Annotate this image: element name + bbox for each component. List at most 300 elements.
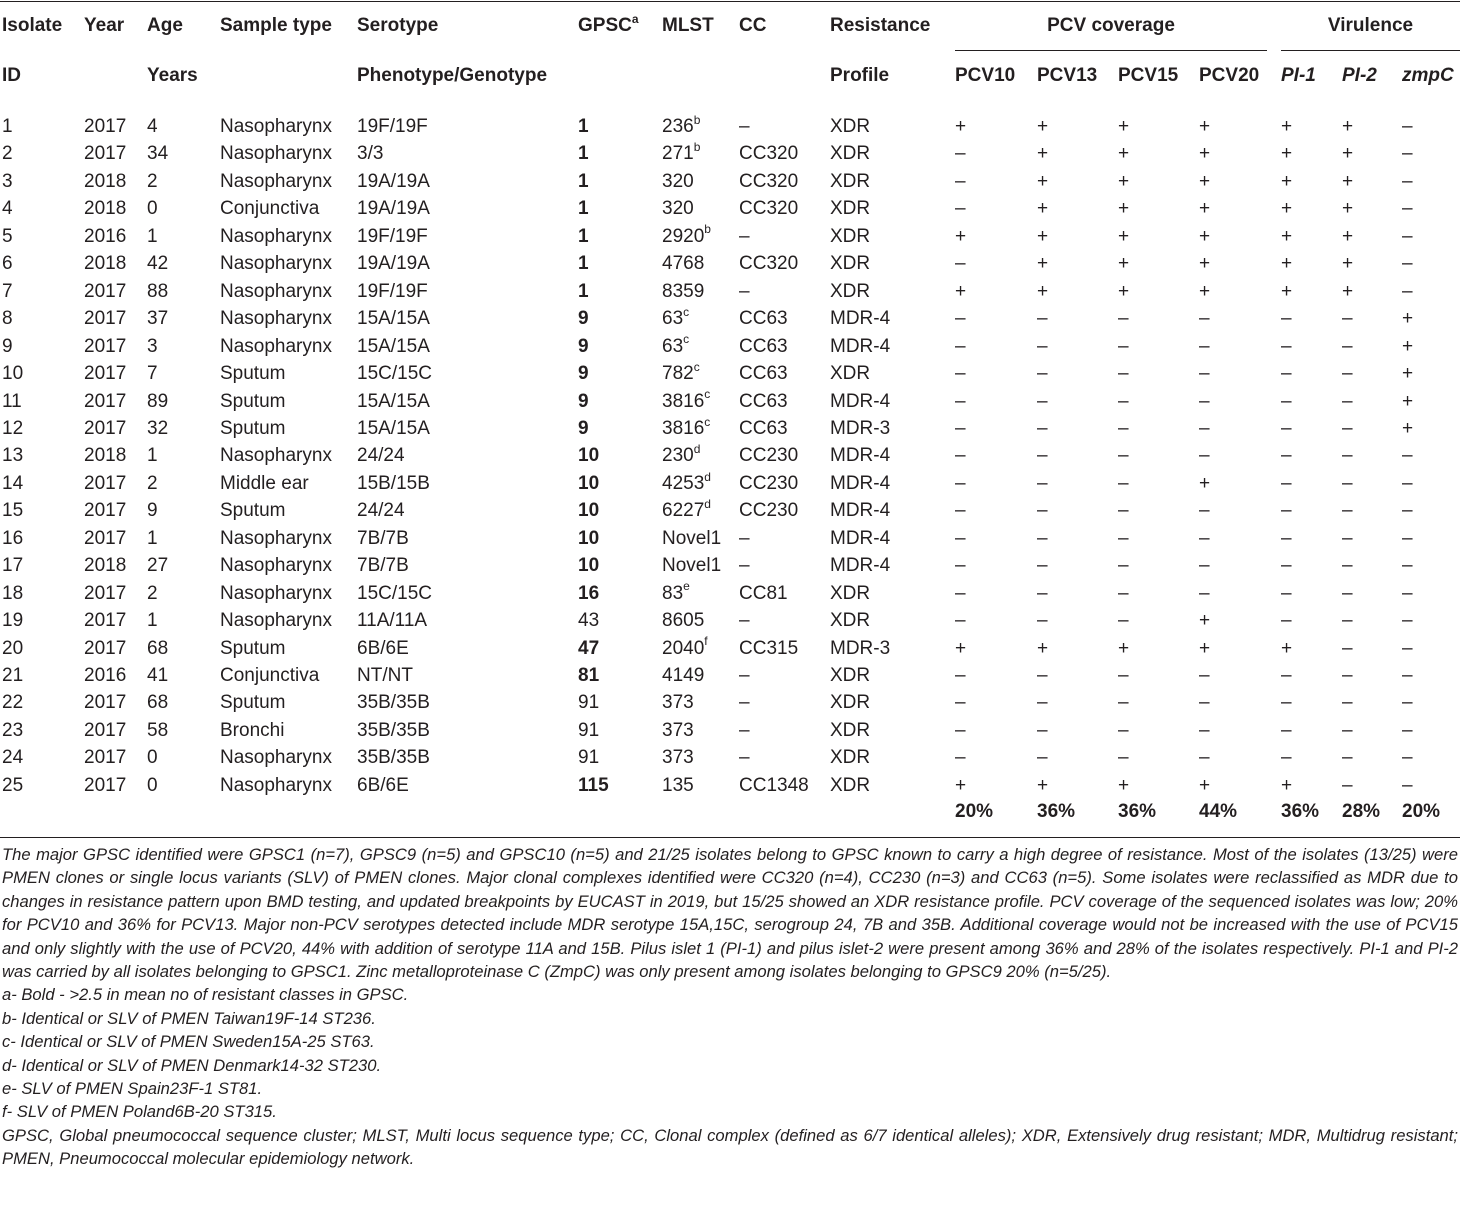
cell-pcv15: – xyxy=(1118,719,1129,741)
cell-resistance: XDR xyxy=(830,363,871,385)
cell-isolate-id: 8 xyxy=(2,308,13,330)
header-sample-type: Sample type xyxy=(220,15,332,36)
cell-pi1: + xyxy=(1281,280,1293,302)
cell-pcv20: + xyxy=(1199,637,1211,659)
cell-pcv13: – xyxy=(1037,692,1048,714)
cell-cc: CC1348 xyxy=(739,774,809,796)
mlst-value: 83 xyxy=(662,582,684,604)
total-pi1: 36% xyxy=(1281,801,1320,822)
cell-pcv10: + xyxy=(955,116,967,137)
cell-serotype: 15A/15A xyxy=(357,417,430,439)
cell-resistance: XDR xyxy=(830,198,871,220)
cell-pcv20: – xyxy=(1199,445,1210,467)
cell-mlst: Novel1 xyxy=(662,527,722,549)
cell-pcv13: – xyxy=(1037,555,1048,577)
cell-pi2: – xyxy=(1342,500,1353,522)
cell-isolate-id: 9 xyxy=(2,335,13,357)
cell-zmpc: – xyxy=(1402,637,1413,659)
cell-pi2: + xyxy=(1342,253,1354,275)
cell-age: 34 xyxy=(147,143,169,165)
cell-pcv10: – xyxy=(955,665,966,686)
cell-pcv10: – xyxy=(955,555,966,577)
cell-sample-type: Conjunctiva xyxy=(220,198,320,220)
cell-isolate-id: 6 xyxy=(2,253,13,275)
cell-zmpc: – xyxy=(1402,280,1413,302)
cell-pcv15: + xyxy=(1118,637,1130,659)
cell-pcv15: + xyxy=(1118,280,1130,302)
header-serotype: Serotype xyxy=(357,15,439,36)
cell-pcv20: – xyxy=(1199,308,1210,330)
cell-zmpc: – xyxy=(1402,445,1413,467)
cell-sample-type: Nasopharynx xyxy=(220,582,332,604)
cell-pcv13: – xyxy=(1037,363,1048,385)
cell-gpsc: 91 xyxy=(578,747,600,769)
cell-pcv13: + xyxy=(1037,225,1049,247)
cell-sample-type: Nasopharynx xyxy=(220,335,332,357)
cell-pcv15: + xyxy=(1118,116,1130,137)
cell-pi2: – xyxy=(1342,445,1353,467)
header-pcv20: PCV20 xyxy=(1199,65,1260,86)
footnote-b: b- Identical or SLV of PMEN Taiwan19F-14 ST236. xyxy=(2,1008,376,1028)
cell-year: 2017 xyxy=(84,500,127,522)
cell-zmpc: – xyxy=(1402,500,1413,522)
cell-zmpc: – xyxy=(1402,610,1413,632)
cell-cc: CC320 xyxy=(739,198,799,220)
cell-isolate-id: 13 xyxy=(2,445,24,467)
cell-pcv20: – xyxy=(1199,719,1210,741)
cell-age: 2 xyxy=(147,170,158,192)
cell-serotype: 24/24 xyxy=(357,500,405,522)
cell-year: 2018 xyxy=(84,555,127,577)
cell-serotype: 19F/19F xyxy=(357,225,428,247)
cell-serotype: 35B/35B xyxy=(357,719,430,741)
cell-mlst: 8605 xyxy=(662,610,705,632)
cell-pi1: – xyxy=(1281,417,1292,439)
cell-zmpc: + xyxy=(1402,335,1414,357)
cell-year: 2017 xyxy=(84,308,127,330)
notes-summary: The major GPSC identified were GPSC1 (n=7), GPSC9 (n=5) and GPSC10 (n=5) and 21/25 isolates belong to GPSC known to carry a high degree of resistance. Most of the isolates (13/25) were PMEN clones or single locus variants (SLV) of PMEN clones. Major clonal complexes identified were CC320 (n=4), CC230 (n=3) and CC63 (n=5). Some isolates were reclassified as MDR due to changes in resistance pattern upon BMD testing, and updated breakpoints by EUCAST in 2019, but 15/25 showed an XDR resistance profile. PCV coverage of the sequenced isolates was low; 20% for PCV10 and 36% for PCV13. Major non-PCV serotypes detected include MDR serotype 15A,15C, serogroup 24, 7B and 35B. Additional coverage would not be increased with the use of PCV15 and only slightly with the use of PCV20, 44% with addition of serotype 11A and 15B. Pilus islet 1 (PI-1) and pilus islet-2 were present among 36% and 28% of the isolates respectively. PI-1 and PI-2 was carried by all isolates belonging to GPSC1. Zinc metalloproteinase C (ZmpC) was only present among isolates belonging to GPSC9 20% (n=5/25). xyxy=(2,845,1458,982)
cell-cc: – xyxy=(739,692,750,714)
cell-mlst: 373 xyxy=(662,692,694,714)
cell-cc: – xyxy=(739,280,750,302)
cell-gpsc: 16 xyxy=(578,582,600,604)
mlst-footnote-mark: f xyxy=(704,634,708,649)
header-zmpc: zmpC xyxy=(1402,65,1454,86)
cell-isolate-id: 3 xyxy=(2,170,13,192)
cell-resistance: XDR xyxy=(830,774,871,796)
cell-pcv10: + xyxy=(955,637,967,659)
cell-pcv10: + xyxy=(955,774,967,796)
cell-sample-type: Sputum xyxy=(220,500,286,522)
cell-pcv10: – xyxy=(955,390,966,412)
cell-age: 7 xyxy=(147,363,158,385)
mlst-footnote-mark: b xyxy=(693,112,701,127)
cell-mlst: 135 xyxy=(662,774,694,796)
cell-pcv20: – xyxy=(1199,747,1210,769)
mlst-value: 3816 xyxy=(662,417,705,439)
mlst-footnote-mark: c xyxy=(693,359,700,374)
cell-resistance: XDR xyxy=(830,582,871,604)
cell-gpsc: 9 xyxy=(578,308,589,330)
cell-gpsc: 115 xyxy=(578,774,609,796)
cell-zmpc: + xyxy=(1402,390,1414,412)
cell-serotype: 35B/35B xyxy=(357,747,430,769)
cell-isolate-id: 25 xyxy=(2,774,24,796)
cell-cc: CC320 xyxy=(739,253,799,275)
cell-sample-type: Nasopharynx xyxy=(220,253,332,275)
cell-year: 2017 xyxy=(84,719,127,741)
cell-zmpc: + xyxy=(1402,363,1414,385)
cell-sample-type: Nasopharynx xyxy=(220,143,332,165)
cell-pi1: – xyxy=(1281,665,1292,686)
cell-gpsc: 10 xyxy=(578,500,600,522)
cell-zmpc: – xyxy=(1402,472,1413,494)
virulence-group-rule xyxy=(1281,50,1460,51)
cell-cc: CC63 xyxy=(739,335,788,357)
cell-age: 88 xyxy=(147,280,169,302)
cell-resistance: MDR-4 xyxy=(830,390,891,412)
cell-pcv15: – xyxy=(1118,472,1129,494)
pcv-coverage-group-rule xyxy=(955,50,1267,51)
cell-resistance: XDR xyxy=(830,747,871,769)
cell-mlst xyxy=(662,579,690,605)
mlst-value: 782 xyxy=(662,363,694,385)
cell-pcv20: – xyxy=(1199,665,1210,686)
cell-mlst xyxy=(662,359,700,385)
footnote-a: a- Bold - >2.5 in mean no of resistant classes in GPSC. xyxy=(2,985,409,1005)
header-gpsc xyxy=(578,11,639,38)
footnote-d: d- Identical or SLV of PMEN Denmark14-32 ST230. xyxy=(2,1055,382,1075)
cell-serotype: 15C/15C xyxy=(357,363,432,385)
cell-pcv20: – xyxy=(1199,582,1210,604)
mlst-value: 2040 xyxy=(662,637,705,659)
cell-mlst xyxy=(662,634,708,660)
cell-year: 2017 xyxy=(84,116,127,137)
cell-year: 2017 xyxy=(84,774,127,796)
cell-year: 2017 xyxy=(84,280,127,302)
cell-year: 2017 xyxy=(84,472,127,494)
cell-pcv13: + xyxy=(1037,253,1049,275)
cell-sample-type: Sputum xyxy=(220,390,286,412)
cell-pcv13: – xyxy=(1037,665,1048,686)
header-age-years: Years xyxy=(147,65,198,86)
cell-resistance: XDR xyxy=(830,692,871,714)
cell-pcv20: – xyxy=(1199,555,1210,577)
cell-pcv10: – xyxy=(955,445,966,467)
cell-pcv13: + xyxy=(1037,637,1049,659)
cell-pi1: – xyxy=(1281,747,1292,769)
cell-pi1: – xyxy=(1281,390,1292,412)
cell-pcv15: + xyxy=(1118,225,1130,247)
cell-pcv15: – xyxy=(1118,445,1129,467)
cell-pcv20: – xyxy=(1199,500,1210,522)
cell-isolate-id: 7 xyxy=(2,280,13,302)
cell-pcv10: – xyxy=(955,747,966,769)
cell-isolate-id: 17 xyxy=(2,555,24,577)
cell-pcv15: + xyxy=(1118,774,1130,796)
cell-age: 68 xyxy=(147,637,169,659)
cell-resistance: XDR xyxy=(830,610,871,632)
cell-cc: CC320 xyxy=(739,170,799,192)
cell-pi1: – xyxy=(1281,527,1292,549)
cell-pi2: – xyxy=(1342,774,1353,796)
cell-mlst xyxy=(662,414,711,440)
cell-pcv10: – xyxy=(955,363,966,385)
cell-serotype: 19A/19A xyxy=(357,170,430,192)
cell-pi2: + xyxy=(1342,170,1354,192)
cell-resistance: MDR-4 xyxy=(830,335,891,357)
cell-isolate-id: 19 xyxy=(2,610,24,632)
cell-serotype: 24/24 xyxy=(357,445,405,467)
cell-year: 2018 xyxy=(84,445,127,467)
cell-mlst xyxy=(662,222,711,248)
cell-pcv20: + xyxy=(1199,143,1211,165)
cell-mlst xyxy=(662,469,711,495)
cell-resistance: MDR-4 xyxy=(830,555,891,577)
cell-sample-type: Nasopharynx xyxy=(220,774,332,796)
cell-pi2: – xyxy=(1342,665,1353,686)
cell-pcv13: – xyxy=(1037,472,1048,494)
cell-isolate-id: 2 xyxy=(2,143,13,165)
cell-serotype: 7B/7B xyxy=(357,555,409,577)
header-resistance-profile: Profile xyxy=(830,65,890,86)
cell-pcv13: – xyxy=(1037,747,1048,769)
cell-pcv10: – xyxy=(955,472,966,494)
cell-pcv10: – xyxy=(955,692,966,714)
cell-isolate-id: 18 xyxy=(2,582,24,604)
cell-pcv15: – xyxy=(1118,308,1129,330)
cell-pi1: + xyxy=(1281,143,1293,165)
cell-pcv10: – xyxy=(955,335,966,357)
cell-isolate-id: 23 xyxy=(2,719,24,741)
cell-year: 2017 xyxy=(84,747,127,769)
table-top-rule xyxy=(0,1,1460,2)
cell-cc: CC320 xyxy=(739,143,799,165)
cell-zmpc: – xyxy=(1402,527,1413,549)
cell-age: 89 xyxy=(147,390,169,412)
cell-pcv10: – xyxy=(955,527,966,549)
cell-pi2: – xyxy=(1342,719,1353,741)
table-bottom-rule xyxy=(0,837,1460,838)
cell-isolate-id: 1 xyxy=(2,116,13,137)
cell-isolate-id: 12 xyxy=(2,417,24,439)
header-cc: CC xyxy=(739,15,767,36)
cell-pi2: + xyxy=(1342,143,1354,165)
cell-pcv20: – xyxy=(1199,692,1210,714)
cell-cc: – xyxy=(739,116,750,137)
cell-pi1: – xyxy=(1281,719,1292,741)
cell-isolate-id: 5 xyxy=(2,225,13,247)
cell-gpsc: 9 xyxy=(578,335,589,357)
cell-sample-type: Nasopharynx xyxy=(220,610,332,632)
mlst-value: 3816 xyxy=(662,390,705,412)
cell-cc: – xyxy=(739,555,750,577)
header-pi1: PI-1 xyxy=(1281,65,1316,86)
cell-serotype: 15A/15A xyxy=(357,308,430,330)
cell-age: 3 xyxy=(147,335,158,357)
cell-cc: – xyxy=(739,527,750,549)
cell-year: 2017 xyxy=(84,417,127,439)
cell-zmpc: + xyxy=(1402,417,1414,439)
cell-gpsc: 47 xyxy=(578,637,600,659)
cell-resistance: MDR-3 xyxy=(830,637,891,659)
header-pcv13: PCV13 xyxy=(1037,65,1098,86)
header-virulence: Virulence xyxy=(1327,15,1414,36)
cell-serotype: NT/NT xyxy=(357,665,413,686)
cell-zmpc: – xyxy=(1402,116,1413,137)
cell-pcv10: – xyxy=(955,143,966,165)
cell-year: 2018 xyxy=(84,198,127,220)
mlst-value: 236 xyxy=(662,116,694,137)
cell-pcv15: – xyxy=(1118,747,1129,769)
cell-age: 0 xyxy=(147,198,158,220)
cell-serotype: 6B/6E xyxy=(357,774,409,796)
cell-age: 4 xyxy=(147,116,158,137)
cell-pi2: – xyxy=(1342,692,1353,714)
mlst-footnote-mark: b xyxy=(693,140,701,155)
cell-pi2: – xyxy=(1342,472,1353,494)
cell-pcv13: – xyxy=(1037,610,1048,632)
cell-cc: CC230 xyxy=(739,472,799,494)
cell-cc: – xyxy=(739,747,750,769)
cell-sample-type: Nasopharynx xyxy=(220,308,332,330)
cell-year: 2016 xyxy=(84,665,127,686)
cell-pi1: – xyxy=(1281,555,1292,577)
header-pcv15: PCV15 xyxy=(1118,65,1179,86)
cell-pcv10: – xyxy=(955,308,966,330)
cell-sample-type: Sputum xyxy=(220,363,286,385)
mlst-footnote-mark: c xyxy=(704,387,711,402)
cell-pcv10: + xyxy=(955,225,967,247)
cell-gpsc: 1 xyxy=(578,198,589,220)
cell-resistance: MDR-4 xyxy=(830,527,891,549)
cell-pi1: – xyxy=(1281,692,1292,714)
cell-pcv10: – xyxy=(955,417,966,439)
cell-sample-type: Sputum xyxy=(220,417,286,439)
cell-mlst: 4768 xyxy=(662,253,705,275)
cell-isolate-id: 24 xyxy=(2,747,24,769)
cell-pcv20: – xyxy=(1199,363,1210,385)
mlst-footnote-mark: d xyxy=(704,469,711,484)
cell-pcv13: – xyxy=(1037,500,1048,522)
cell-mlst xyxy=(662,387,711,413)
cell-pi1: – xyxy=(1281,582,1292,604)
cell-pcv13: – xyxy=(1037,335,1048,357)
cell-pcv15: + xyxy=(1118,253,1130,275)
cell-pi1: – xyxy=(1281,335,1292,357)
cell-year: 2018 xyxy=(84,170,127,192)
cell-pi2: + xyxy=(1342,225,1354,247)
cell-pi1: + xyxy=(1281,225,1293,247)
cell-resistance: MDR-4 xyxy=(830,308,891,330)
cell-gpsc: 1 xyxy=(578,116,589,137)
cell-zmpc: – xyxy=(1402,253,1413,275)
cell-resistance: XDR xyxy=(830,719,871,741)
cell-age: 27 xyxy=(147,555,169,577)
cell-isolate-id: 22 xyxy=(2,692,24,714)
cell-pi1: – xyxy=(1281,363,1292,385)
cell-mlst: 320 xyxy=(662,198,694,220)
cell-mlst xyxy=(662,112,701,138)
cell-pi1: + xyxy=(1281,774,1293,796)
cell-year: 2017 xyxy=(84,363,127,385)
mlst-value: 271 xyxy=(662,143,694,165)
cell-pcv10: – xyxy=(955,500,966,522)
cell-pcv13: + xyxy=(1037,198,1049,220)
cell-pcv20: + xyxy=(1199,280,1211,302)
cell-mlst xyxy=(662,442,701,467)
cell-pi2: + xyxy=(1342,198,1354,220)
cell-pi1: + xyxy=(1281,198,1293,220)
cell-age: 1 xyxy=(147,225,158,247)
cell-gpsc: 9 xyxy=(578,390,589,412)
total-zmpc: 20% xyxy=(1402,801,1441,822)
total-pcv10: 20% xyxy=(955,801,994,822)
cell-serotype: 11A/11A xyxy=(357,610,428,632)
mlst-value: 63 xyxy=(662,335,684,357)
cell-age: 68 xyxy=(147,692,169,714)
cell-serotype: 15A/15A xyxy=(357,390,430,412)
cell-cc: CC63 xyxy=(739,308,788,330)
header-age: Age xyxy=(147,15,183,36)
header-pcv10: PCV10 xyxy=(955,65,1016,86)
cell-pcv13: – xyxy=(1037,527,1048,549)
cell-serotype: 19A/19A xyxy=(357,253,430,275)
cell-pcv15: + xyxy=(1118,198,1130,220)
cell-pi2: – xyxy=(1342,747,1353,769)
cell-pcv15: – xyxy=(1118,335,1129,357)
cell-pcv15: + xyxy=(1118,143,1130,165)
table-notes xyxy=(2,843,1458,1171)
header-resistance: Resistance xyxy=(830,15,931,36)
cell-resistance: MDR-4 xyxy=(830,472,891,494)
header-mlst: MLST xyxy=(662,15,714,36)
cell-pcv13: + xyxy=(1037,280,1049,302)
cell-pi2: – xyxy=(1342,527,1353,549)
cell-mlst xyxy=(662,496,711,522)
cell-pcv15: + xyxy=(1118,170,1130,192)
cell-sample-type: Sputum xyxy=(220,637,286,659)
cell-pcv10: – xyxy=(955,719,966,741)
header-year: Year xyxy=(84,15,125,36)
cell-resistance: XDR xyxy=(830,253,871,275)
cell-age: 0 xyxy=(147,774,158,796)
cell-cc: CC63 xyxy=(739,417,788,439)
cell-mlst: 8359 xyxy=(662,280,705,302)
cell-pcv10: + xyxy=(955,280,967,302)
cell-gpsc: 1 xyxy=(578,143,589,165)
cell-gpsc: 1 xyxy=(578,253,589,275)
cell-pi1: – xyxy=(1281,308,1292,330)
cell-pcv15: – xyxy=(1118,527,1129,549)
cell-sample-type: Nasopharynx xyxy=(220,280,332,302)
cell-mlst xyxy=(662,140,701,165)
cell-pi2: – xyxy=(1342,390,1353,412)
cell-sample-type: Nasopharynx xyxy=(220,555,332,577)
cell-serotype: 15C/15C xyxy=(357,582,432,604)
cell-year: 2017 xyxy=(84,692,127,714)
cell-pcv20: + xyxy=(1199,198,1211,220)
cell-year: 2017 xyxy=(84,143,127,165)
total-pcv20: 44% xyxy=(1199,801,1238,822)
cell-sample-type: Nasopharynx xyxy=(220,527,332,549)
cell-pcv15: – xyxy=(1118,390,1129,412)
cell-mlst: 373 xyxy=(662,719,694,741)
cell-pi2: + xyxy=(1342,116,1354,137)
cell-sample-type: Nasopharynx xyxy=(220,170,332,192)
cell-age: 9 xyxy=(147,500,158,522)
cell-pcv10: – xyxy=(955,610,966,632)
